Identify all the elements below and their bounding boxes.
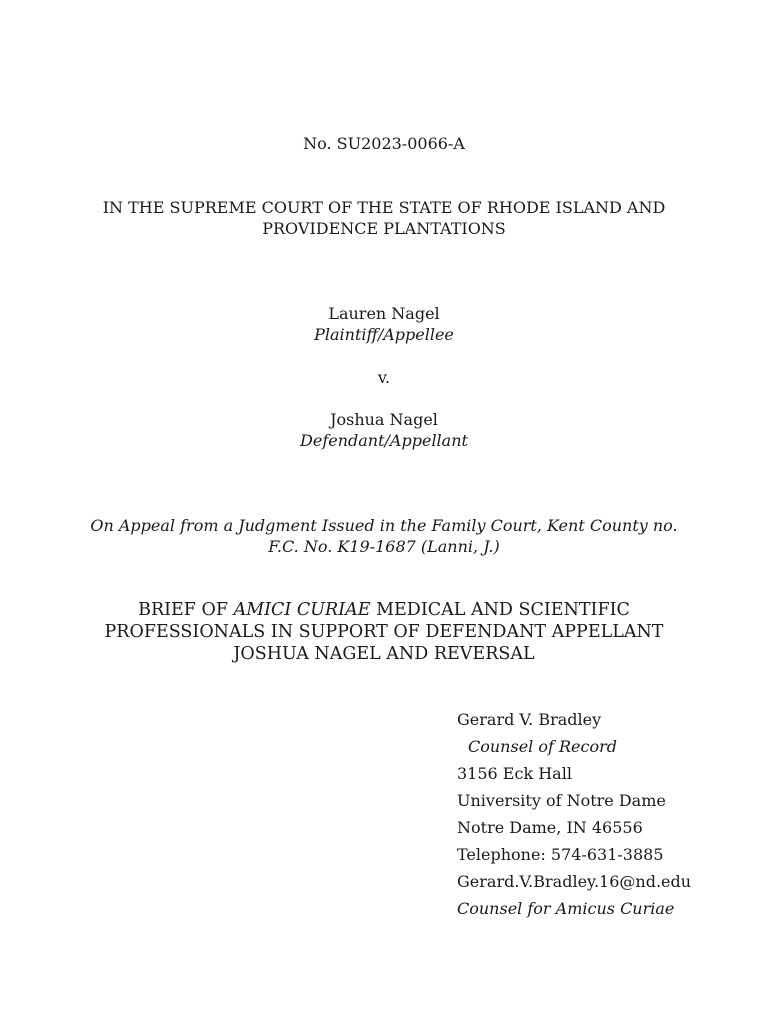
counsel-telephone: Telephone: 574-631-3885 <box>457 845 664 864</box>
counsel-address-2: University of Notre Dame <box>457 791 666 810</box>
appeal-statement <box>60 515 708 557</box>
appeal-line-1: On Appeal from a Judgment Issued in the Family Court, Kent County no. <box>90 516 678 535</box>
brief-title-line-1 <box>60 599 708 621</box>
court-name-line-2: PROVIDENCE PLANTATIONS <box>262 219 506 238</box>
defendant-name: Joshua Nagel <box>330 410 438 429</box>
plaintiff-block <box>60 303 708 345</box>
counsel-title: Counsel of Record <box>468 737 618 756</box>
court-name <box>60 197 708 239</box>
appeal-line-2: F.C. No. K19-1687 (Lanni, J.) <box>268 537 500 556</box>
brief-title-line-2: PROFESSIONALS IN SUPPORT OF DEFENDANT APPELLANT <box>104 622 664 642</box>
plaintiff-role: Plaintiff/Appellee <box>314 325 454 344</box>
counsel-role: Counsel for Amicus Curiae <box>457 899 675 918</box>
brief-title-suffix: MEDICAL AND SCIENTIFIC <box>370 600 630 620</box>
counsel-email: Gerard.V.Bradley.16@nd.edu <box>457 872 692 891</box>
docket-number: No. SU2023-0066-A <box>303 134 465 153</box>
defendant-role: Defendant/Appellant <box>300 431 468 450</box>
defendant-block <box>60 409 708 451</box>
brief-title <box>60 599 708 665</box>
brief-title-italic: AMICI CURIAE <box>233 600 371 620</box>
versus-text: v. <box>377 368 391 387</box>
counsel-address-3: Notre Dame, IN 46556 <box>457 818 643 837</box>
counsel-address-1: 3156 Eck Hall <box>457 764 572 783</box>
counsel-name: Gerard V. Bradley <box>457 710 602 729</box>
brief-title-line-3: JOSHUA NAGEL AND REVERSAL <box>233 644 535 664</box>
plaintiff-name: Lauren Nagel <box>328 304 440 323</box>
court-name-line-1: IN THE SUPREME COURT OF THE STATE OF RHODE ISLAND AND <box>102 198 666 217</box>
brief-title-prefix: BRIEF OF <box>138 600 234 620</box>
counsel-block <box>457 706 757 922</box>
